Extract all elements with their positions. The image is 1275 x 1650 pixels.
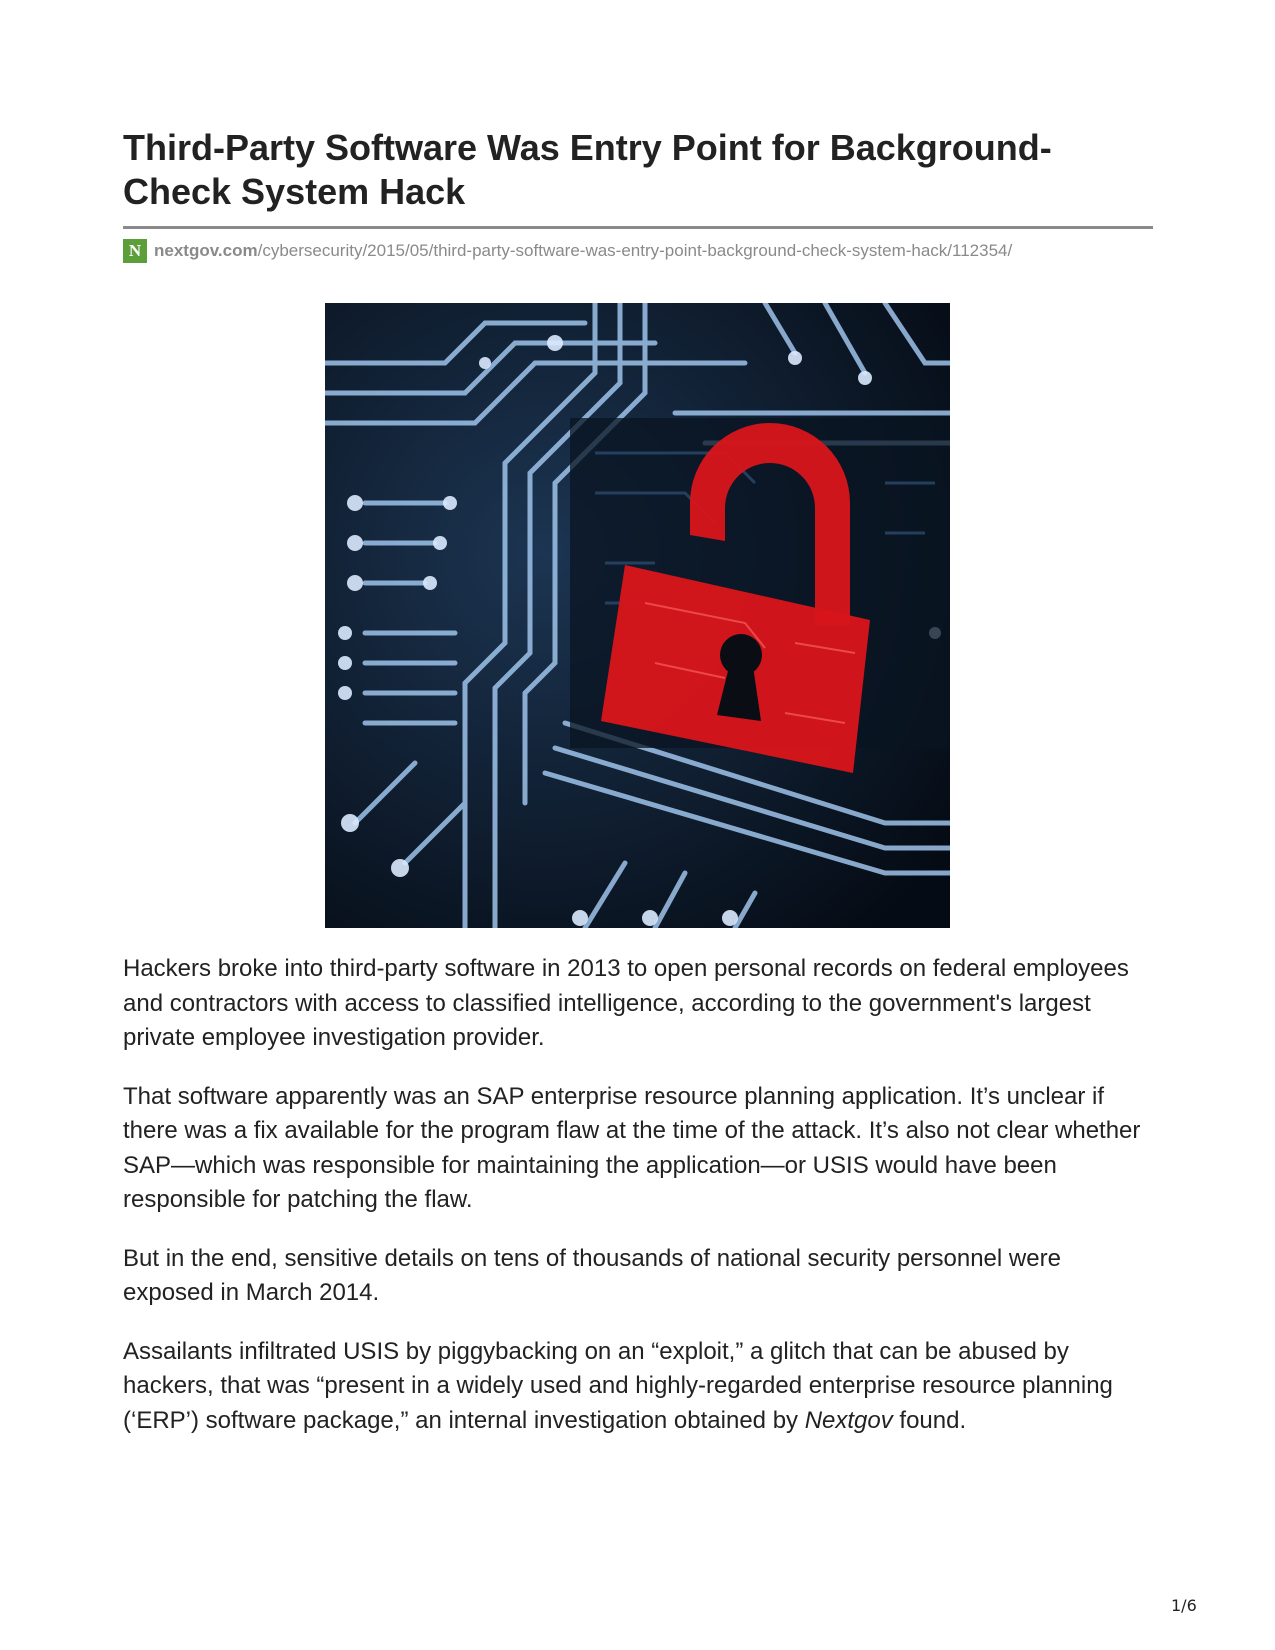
paragraph-3: But in the end, sensitive details on tens of thousands of national security personnel were exposed in March 2014. <box>123 1244 1061 1306</box>
article-header <box>123 126 1153 264</box>
page-number: 1/6 <box>1171 1596 1197 1615</box>
article-title: Third-Party Software Was Entry Point for Background-Check System Hack <box>123 127 1052 212</box>
publication-name: Nextgov <box>804 1406 893 1434</box>
article-body <box>123 952 1153 1462</box>
nextgov-favicon-icon: N <box>123 239 147 263</box>
circuit-board-padlock-image <box>325 303 950 928</box>
title-divider <box>123 226 1153 229</box>
source-link[interactable] <box>123 238 1153 264</box>
paragraph-4-text: Assailants infiltrated USIS by piggybacking on an “exploit,” a glitch that can be abused by hackers, that was “present in a widely used and highly-regarded enterprise resource planning (‘ERP’) software package,” an internal investigation obtained by <box>123 1337 1113 1434</box>
paragraph-4 <box>123 1335 1153 1439</box>
paragraph-2: That software apparently was an SAP enterprise resource planning application. It’s unclear if there was a fix available for the program flaw at the time of the attack. It’s also not clear whether SAP—which was responsible for maintaining the application—or USIS would have been responsible for patching the flaw. <box>123 1082 1141 1213</box>
paragraph-1: Hackers broke into third-party software in 2013 to open personal records on federal employees and contractors with access to classified intelligence, according to the government's largest private employee investigation provider. <box>123 955 1129 1051</box>
paragraph-4-end: found. <box>892 1406 967 1434</box>
source-domain: nextgov.com <box>154 241 258 260</box>
source-path: /cybersecurity/2015/05/third-party-software-was-entry-point-background-check-system-hack/112354/ <box>257 241 1013 260</box>
